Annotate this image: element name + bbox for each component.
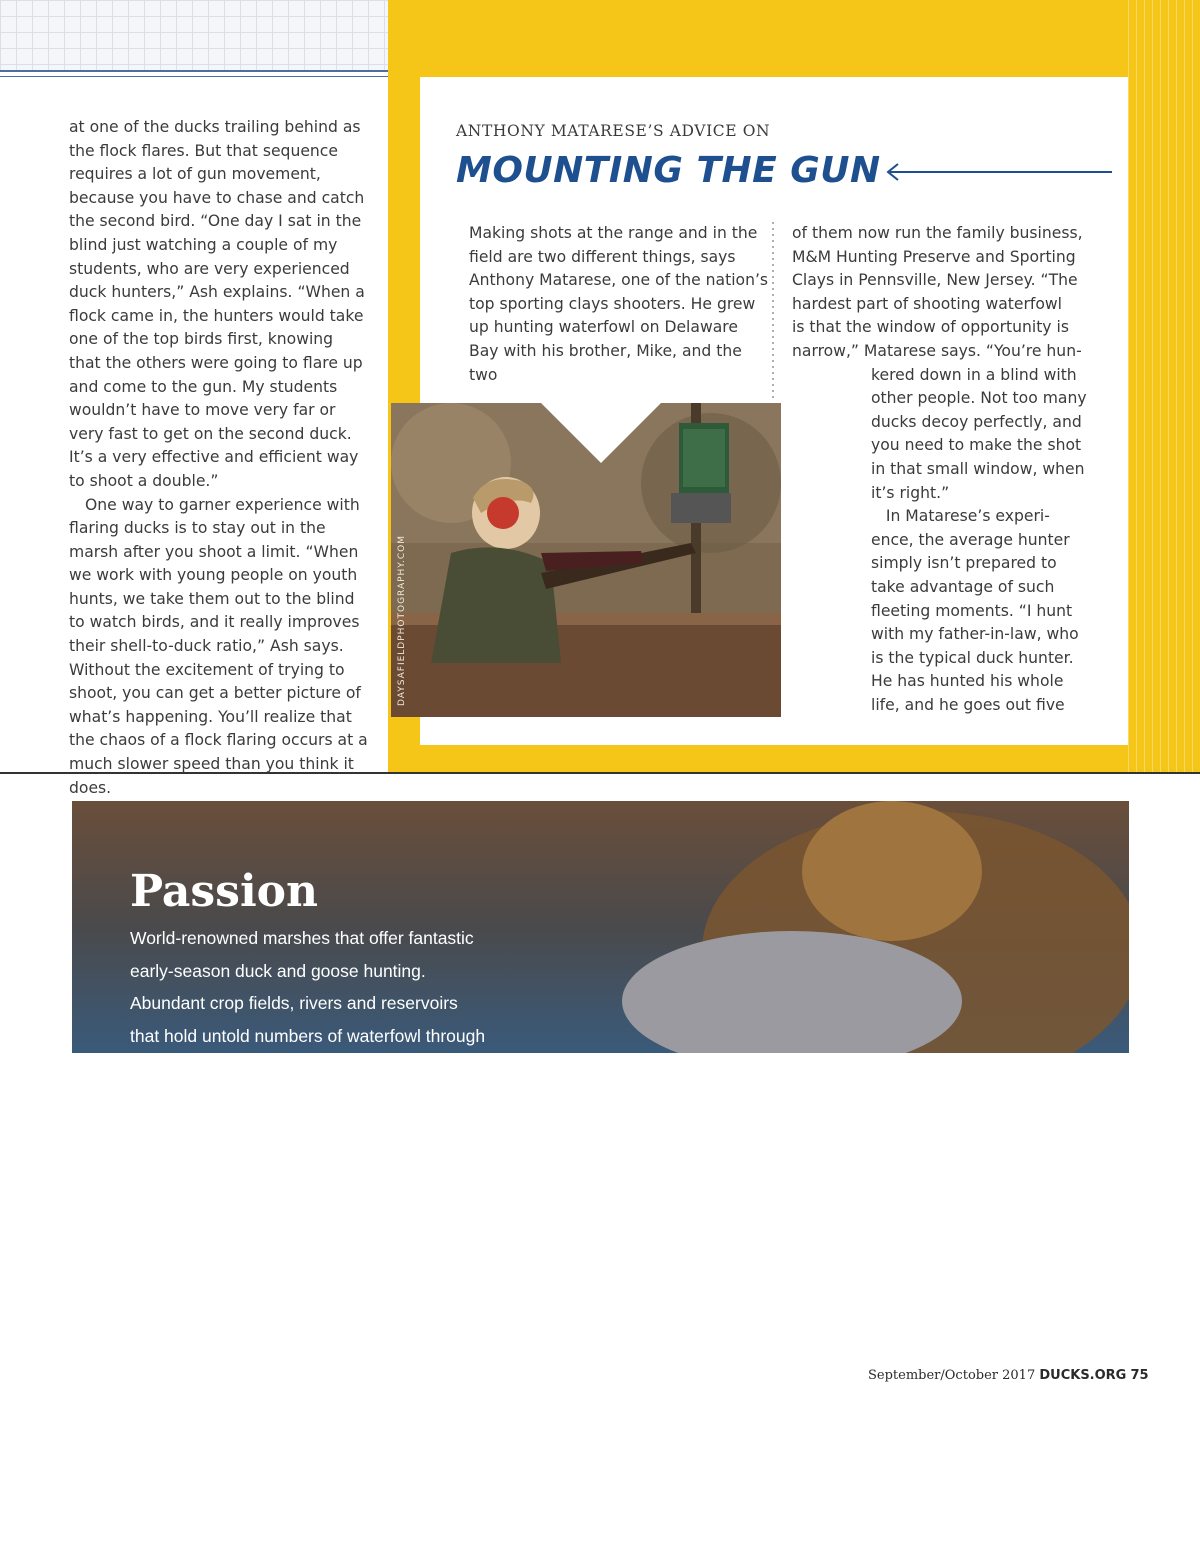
text-line: you need to make the shot	[871, 436, 1082, 455]
footer-issue: September/October 2017	[868, 1368, 1036, 1383]
text-line: ducks decoy perfectly, and	[871, 412, 1082, 431]
ad-body: World-renowned marshes that offer fantastic early-season duck and goose hunting. Abundant crop fields, rivers and reservoirs that hold untold numbers of waterfowl through mid-winter. There’s no place like Kansas to watch the sunrise from a duck blind.	[130, 928, 486, 1111]
text-line: is the typical duck hunter.	[871, 648, 1074, 667]
text-line: it’s right.”	[871, 483, 950, 502]
photo-credit: DAYSAFIELDPHOTOGRAPHY.COM	[397, 535, 407, 706]
text-line: ence, the average hunter	[871, 530, 1070, 549]
text-line: other people. Not too many	[871, 389, 1087, 408]
text-line: life, and he goes out five	[871, 695, 1065, 714]
shooter-photo	[391, 403, 781, 717]
ad-title: Passion	[130, 866, 319, 917]
text-line: in that small window, when	[871, 459, 1085, 478]
text-line: M&M Hunting Preserve and Sporting	[792, 247, 1076, 266]
text-line: is that the window of opportunity is	[792, 318, 1069, 337]
text-line: In Matarese’s experi-	[871, 507, 1050, 526]
text-line: fleeting moments. “I hunt	[871, 601, 1073, 620]
column-divider	[772, 222, 774, 402]
text-line: of them now run the family business,	[792, 224, 1083, 242]
text-line: He has hunted his whole	[871, 672, 1064, 691]
text-line: hardest part of shooting waterfowl	[792, 294, 1063, 313]
arrow-left-icon	[884, 162, 1114, 182]
sidebar-column-1: Making shots at the range and in the field are two different things, says Anthony Matarese, one of the nation’s top sporting clays shooters. He grew up hunting waterfowl on Delaware Bay with his brother, Mike, and the two	[469, 224, 769, 384]
header-rule-thin	[0, 76, 388, 77]
text-line: take advantage of such	[871, 577, 1055, 596]
text-line: narrow,” Matarese says. “You’re hun-	[792, 341, 1082, 360]
article-left-column	[69, 116, 369, 800]
sidebar-stripe	[1128, 0, 1200, 772]
text-line: with my father-in-law, who	[871, 625, 1079, 644]
header-rule	[0, 70, 388, 72]
footer-page-number: 75	[1130, 1368, 1149, 1383]
article-paragraph: at one of the ducks trailing behind as the flock flares. But that sequence requires a lot of gun movement, because you have to chase and catch the second bird. “One day I sat in the blind just watching a couple of my students, who are very experienced duck hunters,” Ash explains. “When a flock came in, the hunters would take one of the top birds first, knowing that the others were going to flare up and come to the gun. My students wouldn’t have to move very far or very fast to get on the second duck. It’s a very effective and efficient way to shoot a double.”	[69, 118, 365, 490]
text-line: kered down in a blind with	[871, 365, 1077, 384]
text-line: simply isn’t prepared to	[871, 554, 1057, 573]
text-line: Clays in Pennsville, New Jersey. “The	[792, 271, 1078, 290]
article-paragraph: One way to garner experience with flaring ducks is to stay out in the marsh after you shoot a limit. “When we work with young people on youth hunts, we take them out to the blind to watch birds, and it really improves their shell-to-duck ratio,” Ash says. Without the excitement of trying to shoot, you can get a better picture of what’s happening. You’ll realize that the chaos of a flock flaring occurs at a much slower speed than you think it does.	[69, 495, 368, 797]
sidebar-headline: MOUNTING THE GUN	[456, 150, 881, 191]
page-footer	[868, 1368, 1149, 1383]
footer-site[interactable]: DUCKS.ORG	[1039, 1368, 1127, 1383]
sidebar-kicker: ANTHONY MATARESE’S ADVICE ON	[456, 122, 771, 140]
sidebar-column-2	[792, 222, 1092, 717]
grid-band	[0, 0, 388, 72]
